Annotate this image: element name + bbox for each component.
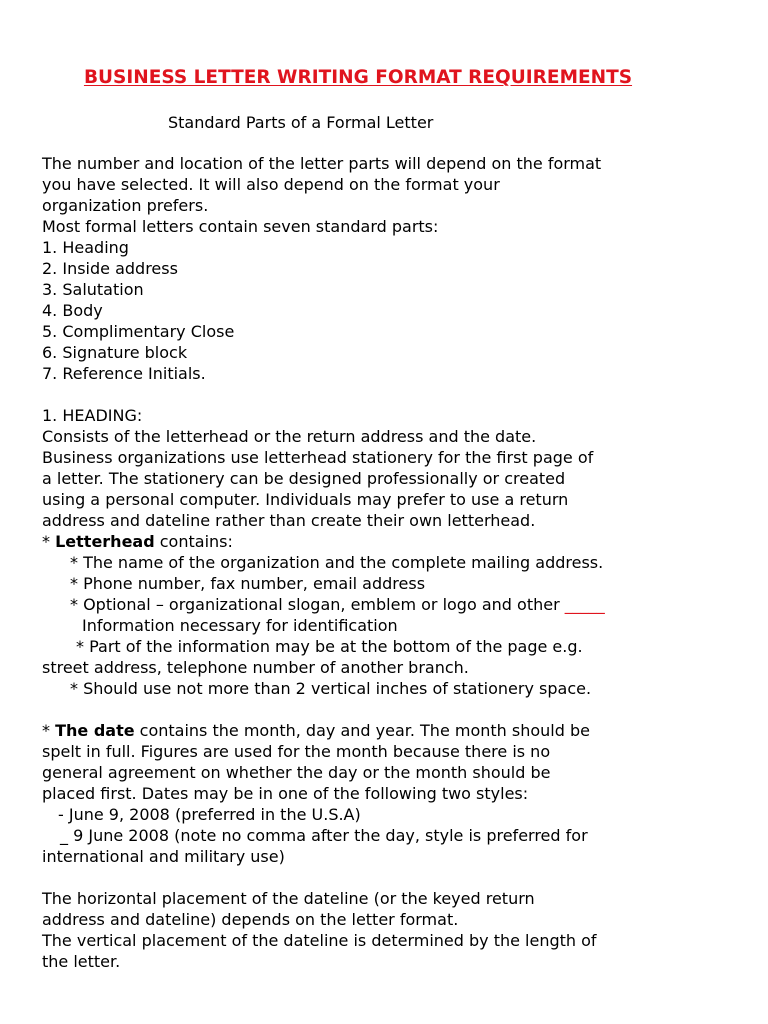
- placement-paragraph-line: The horizontal placement of the dateline (or the keyed return: [42, 889, 535, 908]
- date-term: The date: [55, 721, 135, 740]
- letterhead-suffix: contains:: [154, 532, 233, 551]
- section-heading: 1. HEADING:: [42, 406, 143, 425]
- letterhead-term: Letterhead: [55, 532, 155, 551]
- date-intro-line: [42, 720, 742, 741]
- letterhead-item: [42, 594, 742, 615]
- bullet-prefix: *: [42, 532, 56, 551]
- letterhead-item: * The name of the organization and the complete mailing address.: [70, 553, 604, 572]
- part-list-item: 5. Complimentary Close: [42, 322, 235, 341]
- letterhead-item: * Part of the information may be at the bottom of the page e.g.: [76, 637, 583, 656]
- document-subtitle: Standard Parts of a Formal Letter: [168, 113, 434, 132]
- date-paragraph-line: spelt in full. Figures are used for the month because there is no: [42, 742, 551, 761]
- document-title: BUSINESS LETTER WRITING FORMAT REQUIREMENTS: [83, 67, 633, 88]
- intro-line: The number and location of the letter parts will depend on the format: [42, 154, 602, 173]
- letterhead-item-continuation: street address, telephone number of another branch.: [42, 658, 469, 677]
- blank-line: [42, 384, 742, 405]
- date-style-continuation: international and military use): [42, 847, 285, 866]
- date-paragraph-line: placed first. Dates may be in one of the following two styles:: [42, 784, 529, 803]
- date-suffix: contains the month, day and year. The month should be: [134, 721, 590, 740]
- document-body: [42, 153, 742, 972]
- placement-paragraph-line: The vertical placement of the dateline is determined by the length of: [42, 931, 597, 950]
- date-style-item: _ 9 June 2008 (note no comma after the day, style is preferred for: [60, 826, 588, 845]
- letterhead-item: * Phone number, fax number, email address: [70, 574, 426, 593]
- letterhead-item-text: * Optional – organizational slogan, emblem or logo and other: [70, 595, 565, 614]
- letterhead-item-continuation: Information necessary for identification: [82, 616, 398, 635]
- part-list-item: 3. Salutation: [42, 280, 144, 299]
- intro-line: organization prefers.: [42, 196, 209, 215]
- part-list-item: 6. Signature block: [42, 343, 188, 362]
- letterhead-item: * Should use not more than 2 vertical inches of stationery space.: [70, 679, 592, 698]
- heading-paragraph-line: Business organizations use letterhead stationery for the first page of: [42, 448, 594, 467]
- part-list-item: 1. Heading: [42, 238, 129, 257]
- date-style-item: - June 9, 2008 (preferred in the U.S.A): [58, 805, 361, 824]
- heading-paragraph-line: address and dateline rather than create their own letterhead.: [42, 511, 536, 530]
- part-list-item: 2. Inside address: [42, 259, 178, 278]
- bullet-prefix: *: [42, 721, 56, 740]
- placement-paragraph-line: address and dateline) depends on the letter format.: [42, 910, 459, 929]
- letterhead-intro-line: [42, 531, 742, 552]
- red-blank-line: _____: [564, 595, 605, 614]
- heading-paragraph-line: Consists of the letterhead or the return address and the date.: [42, 427, 537, 446]
- part-list-item: 7. Reference Initials.: [42, 364, 206, 383]
- blank-line: [42, 867, 742, 888]
- blank-line: [42, 699, 742, 720]
- intro-line: Most formal letters contain seven standard parts:: [42, 217, 439, 236]
- heading-paragraph-line: using a personal computer. Individuals may prefer to use a return: [42, 490, 569, 509]
- date-paragraph-line: general agreement on whether the day or the month should be: [42, 763, 551, 782]
- intro-line: you have selected. It will also depend on the format your: [42, 175, 500, 194]
- placement-paragraph-line: the letter.: [42, 952, 121, 971]
- part-list-item: 4. Body: [42, 301, 103, 320]
- heading-paragraph-line: a letter. The stationery can be designed professionally or created: [42, 469, 566, 488]
